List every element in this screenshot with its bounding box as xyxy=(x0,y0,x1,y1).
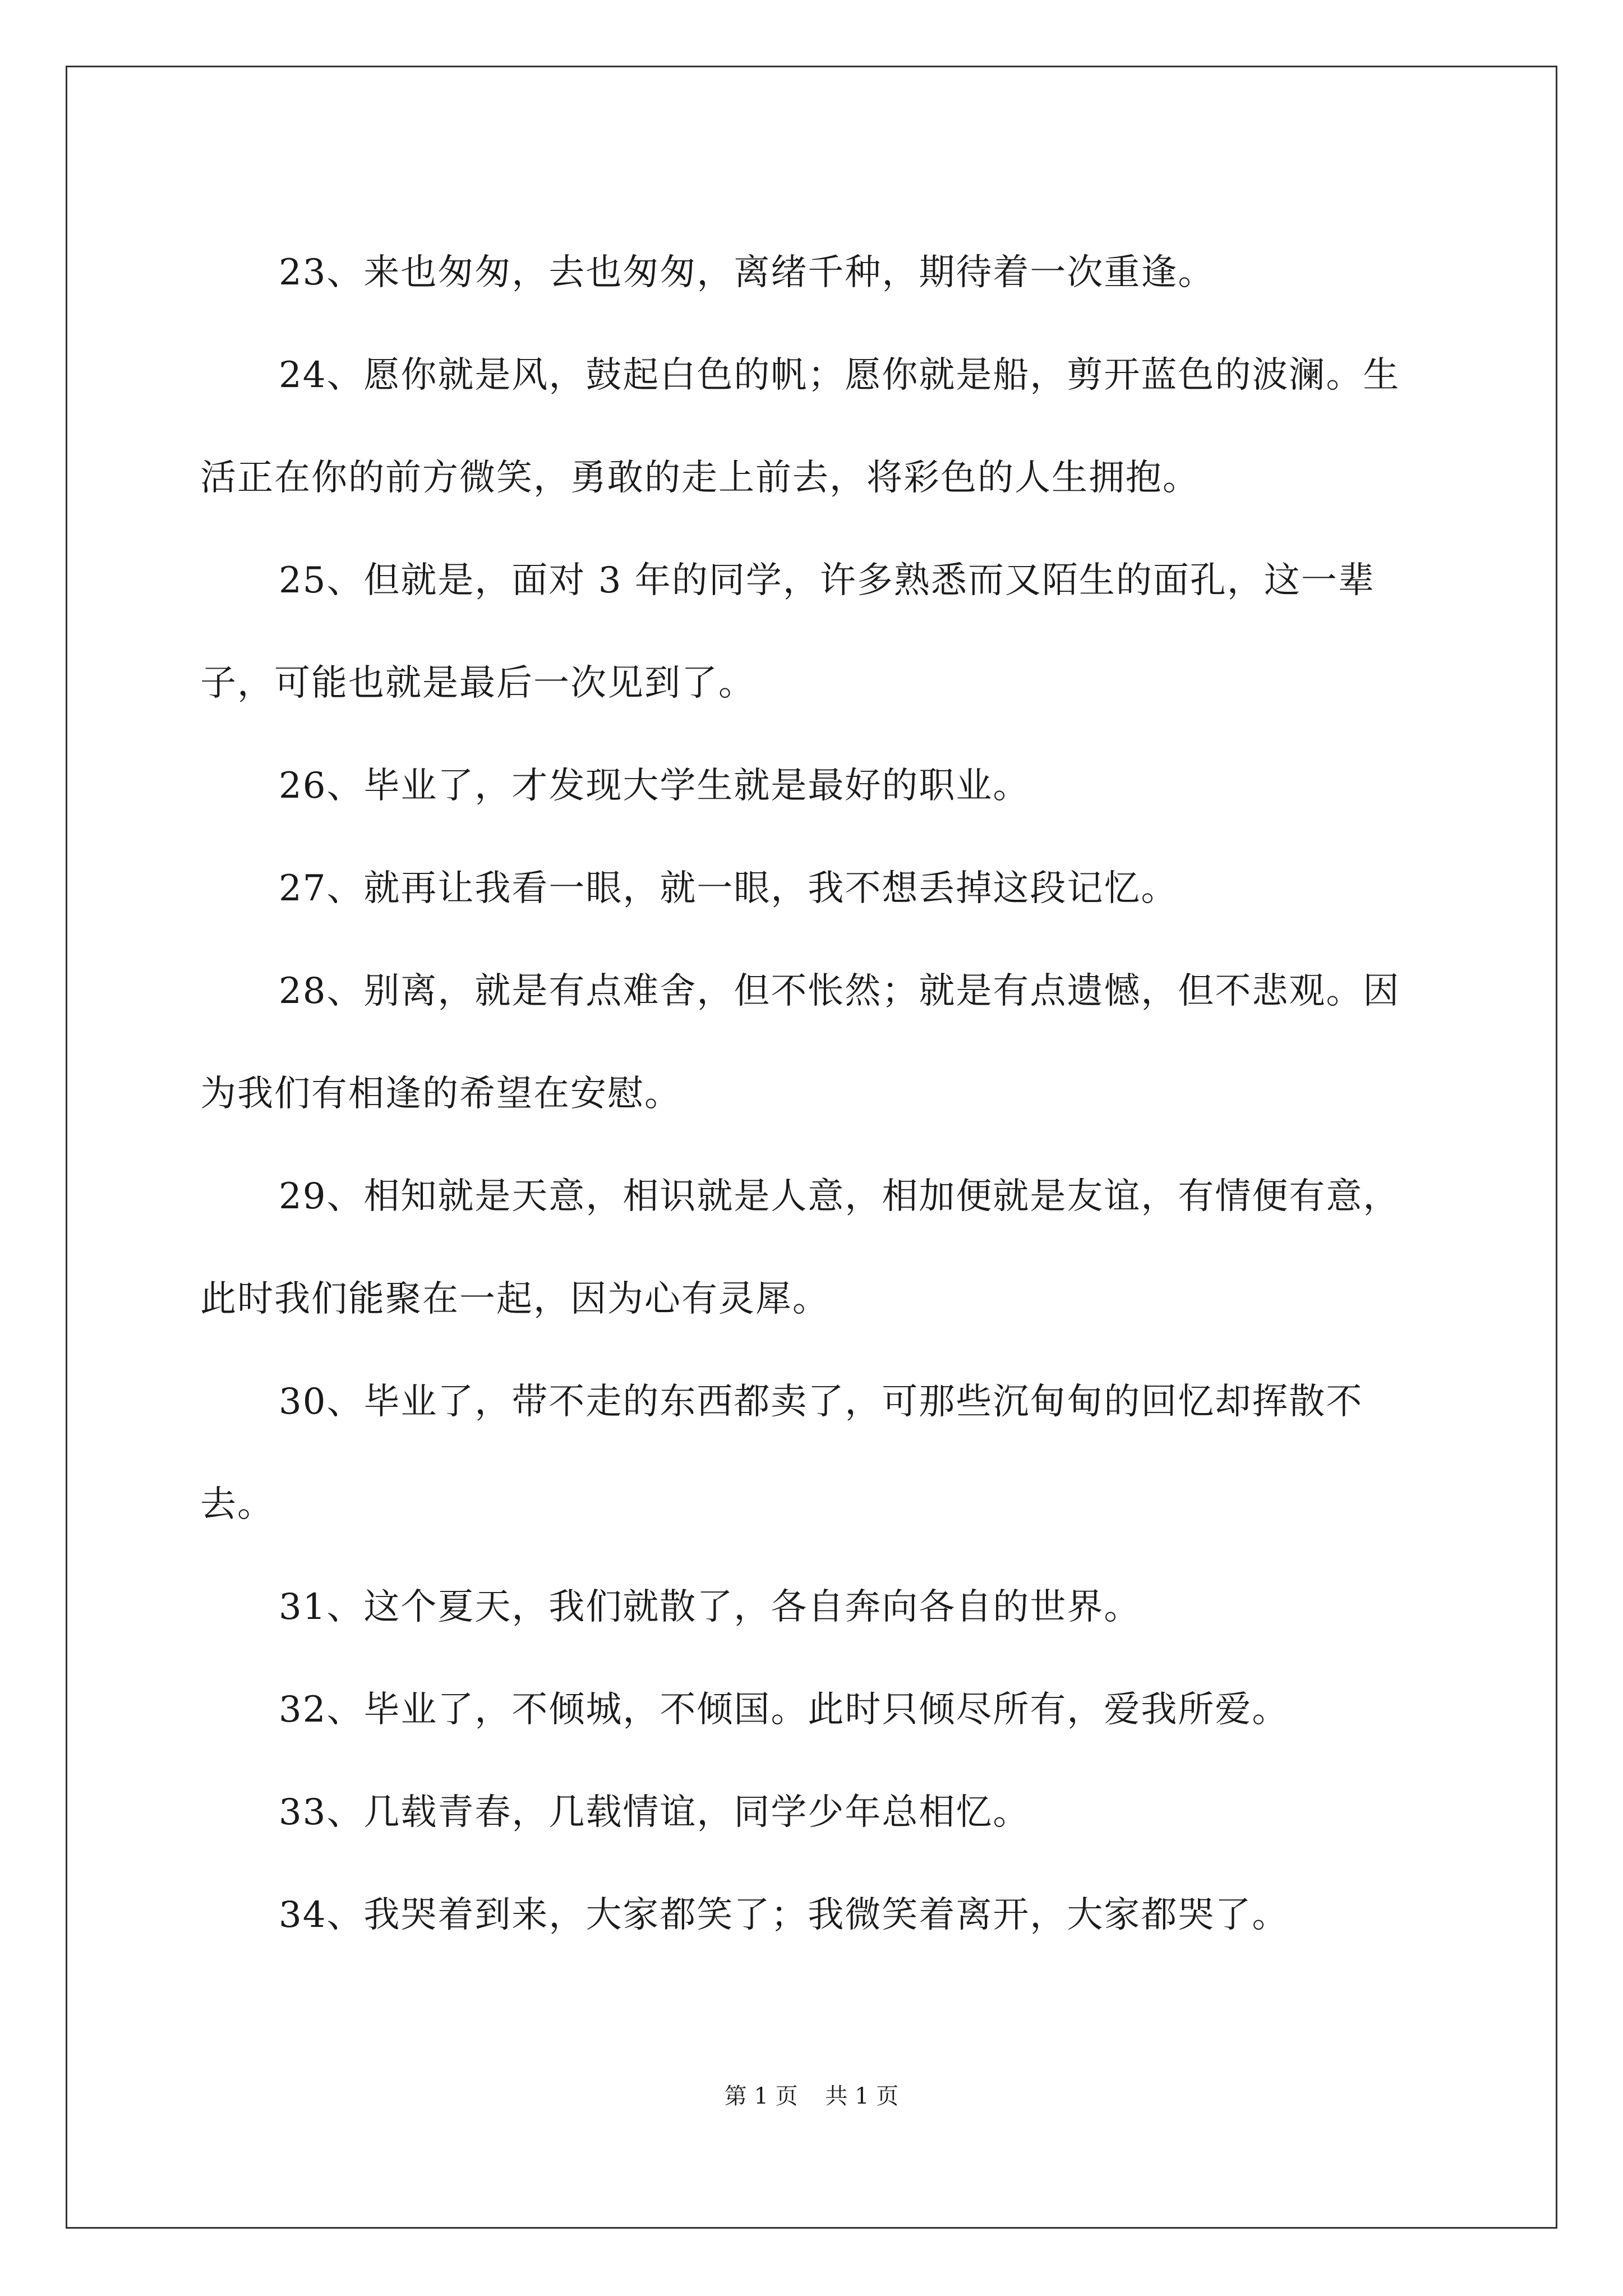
page-footer xyxy=(0,2078,1623,2110)
paragraph-25: 25、但就是，面对 3 年的同学，许多熟悉而又陌生的面孔，这一辈子，可能也就是最后一次见到了。 xyxy=(200,560,1375,704)
paragraph-30: 30、毕业了，带不走的东西都卖了，可那些沉甸甸的回忆却挥散不去。 xyxy=(200,1381,1363,1525)
paragraph-26: 26、毕业了，才发现大学生就是最好的职业。 xyxy=(279,765,1030,807)
page-total: 共 1 页 xyxy=(825,2083,899,2109)
paragraph-29: 29、相知就是天意，相识就是人意，相加便就是友谊，有情便有意，此时我们能聚在一起，因为心有灵犀。 xyxy=(200,1176,1400,1320)
paragraph-24: 24、愿你就是风，鼓起白色的帆；愿你就是船，剪开蓝色的波澜。生活正在你的前方微笑，勇敢的走上前去，将彩色的人生拥抱。 xyxy=(200,355,1400,499)
paragraph-23: 23、来也匆匆，去也匆匆，离绪千种，期待着一次重逢。 xyxy=(279,252,1215,293)
page-number: 第 1 页 xyxy=(724,2083,798,2109)
document-body xyxy=(200,222,1423,1967)
paragraph-27: 27、就再让我看一眼，就一眼，我不想丢掉这段记忆。 xyxy=(279,868,1178,909)
paragraph-33: 33、几载青春，几载情谊，同学少年总相忆。 xyxy=(279,1792,1030,1833)
paragraph-28: 28、别离，就是有点难舍，但不怅然；就是有点遗憾，但不悲观。因为我们有相逢的希望在安慰。 xyxy=(200,970,1400,1115)
paragraph-31: 31、这个夏天，我们就散了，各自奔向各自的世界。 xyxy=(279,1586,1141,1628)
paragraph-34: 34、我哭着到来，大家都笑了；我微笑着离开，大家都哭了。 xyxy=(279,1894,1289,1936)
paragraph-32: 32、毕业了，不倾城，不倾国。此时只倾尽所有，爱我所爱。 xyxy=(279,1689,1289,1731)
